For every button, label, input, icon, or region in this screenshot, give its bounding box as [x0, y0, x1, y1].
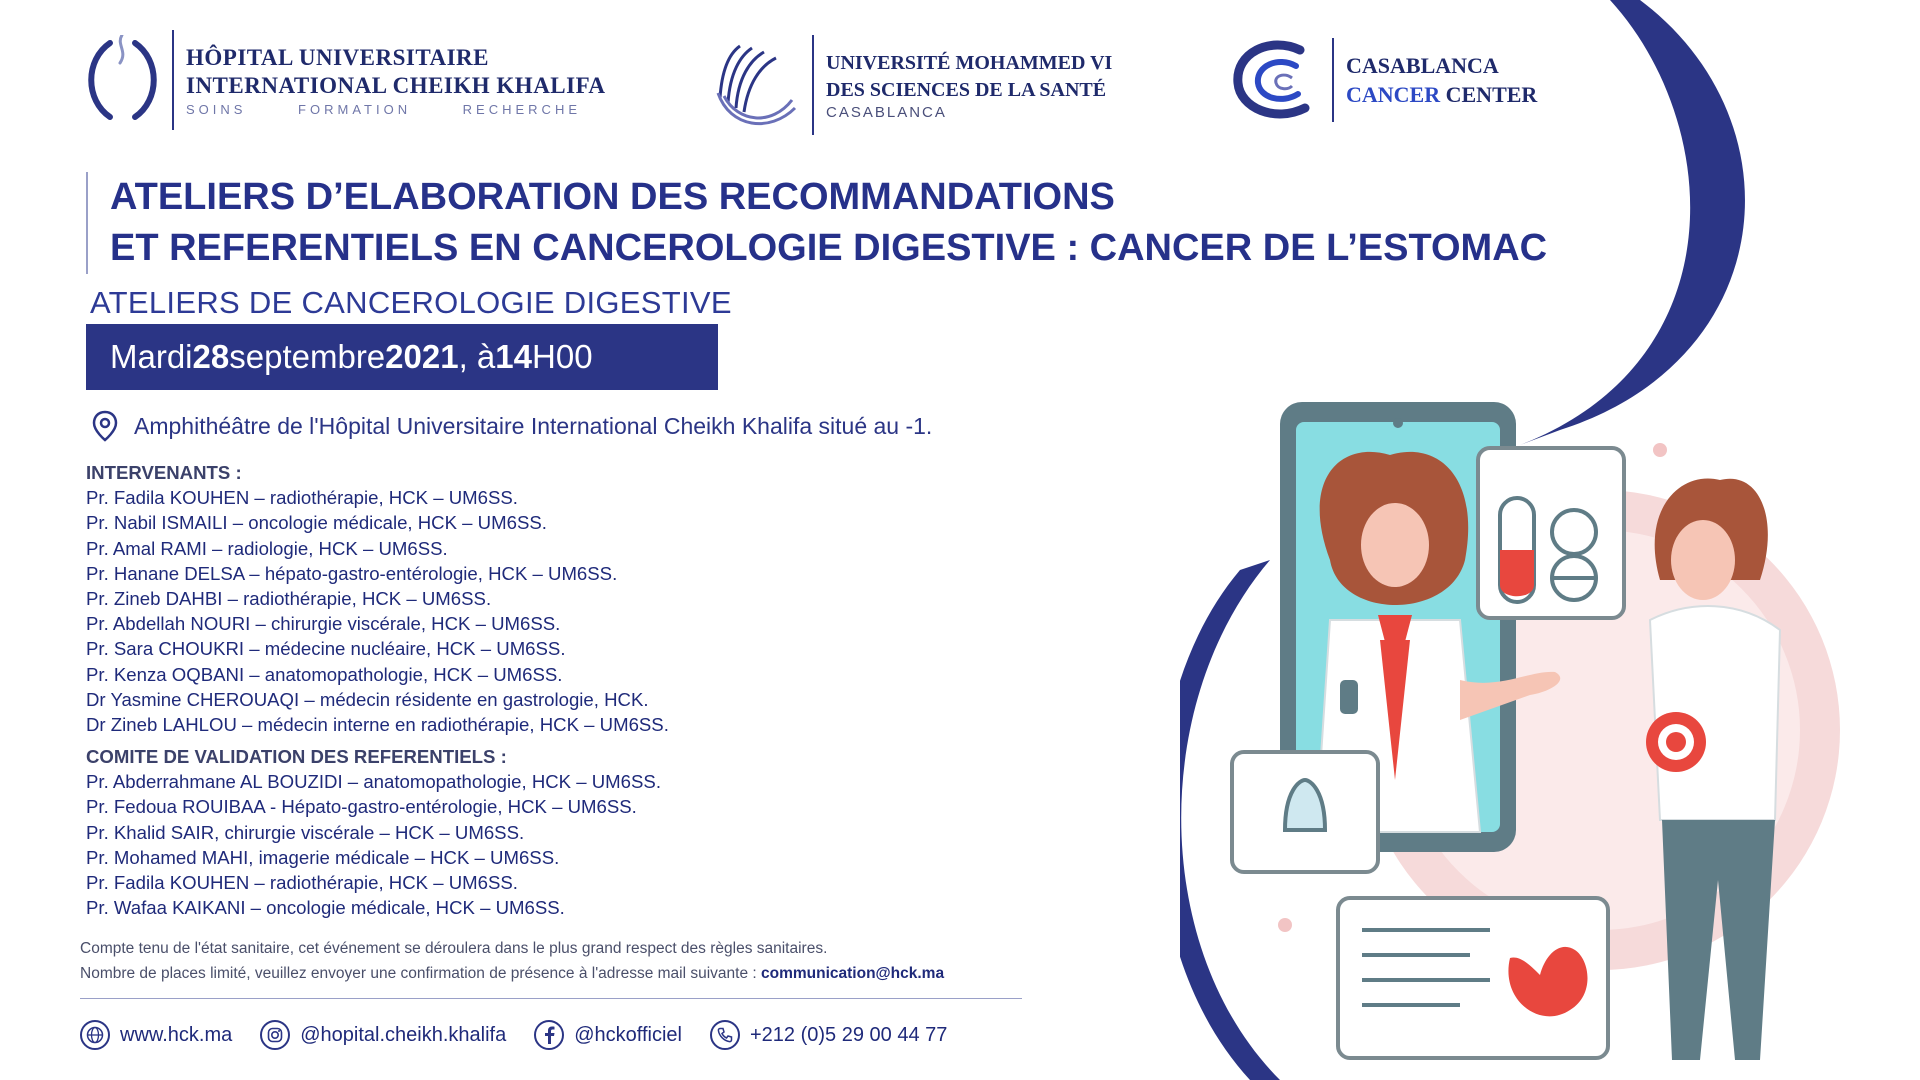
title-accent-bar: [86, 172, 88, 274]
list-item: Pr. Sara CHOUKRI – médecine nucléaire, HCK – UM6SS.: [86, 638, 566, 660]
hck-tag-formation: FORMATION: [298, 101, 412, 117]
date-day-name: Mardi: [110, 338, 193, 375]
page-title-line2: ET REFERENTIELS EN CANCEROLOGIE DIGESTIVE : CANCER DE L’ESTOMAC: [110, 227, 1548, 269]
list-item: Pr. Abderrahmane AL BOUZIDI – anatomopathologie, HCK – UM6SS.: [86, 771, 661, 793]
footer-facebook-text: @hckofficiel: [574, 1023, 682, 1046]
date-sep: , à: [458, 338, 496, 375]
date-hour-rest: H00: [532, 338, 593, 375]
location-pin-icon: [92, 410, 118, 442]
list-item: Pr. Abdellah NOURI – chirurgie viscérale, HCK – UM6SS.: [86, 613, 561, 635]
list-item: Dr Zineb LAHLOU – médecin interne en radiothérapie, HCK – UM6SS.: [86, 714, 669, 736]
list-item: Pr. Wafaa KAIKANI – oncologie médicale, HCK – UM6SS.: [86, 897, 565, 919]
list-item: Dr Yasmine CHEROUAQI – médecin résidente en gastrologie, HCK.: [86, 688, 649, 710]
hck-logo: [80, 30, 606, 130]
um6ss-emblem-icon: [710, 38, 800, 133]
list-item: Pr. Nabil ISMAILI – oncologie médicale, HCK – UM6SS.: [86, 512, 547, 534]
um6ss-name-line1: UNIVERSITÉ MOHAMMED VI: [826, 51, 1113, 74]
event-date-banner: [86, 324, 718, 390]
page-title-line1: ATELIERS D’ELABORATION DES RECOMMANDATIONS: [110, 176, 1115, 218]
footer-instagram-text: @hopital.cheikh.khalifa: [300, 1023, 507, 1046]
list-item: Pr. Fedoua ROUIBAA - Hépato-gastro-entérologie, HCK – UM6SS.: [86, 796, 637, 818]
footer-website-text: www.hck.ma: [120, 1023, 233, 1046]
footer-facebook[interactable]: [534, 1020, 682, 1050]
note-sanitary: Compte tenu de l'état sanitaire, cet événement se déroulera dans le plus grand respect des règles sanitaires.: [80, 940, 828, 957]
venue: [92, 410, 932, 442]
footer-website[interactable]: [80, 1020, 232, 1050]
list-item: Pr. Kenza OQBANI – anatomopathologie, HCK – UM6SS.: [86, 663, 563, 685]
notes: [80, 936, 944, 986]
list-item: Pr. Fadila KOUHEN – radiothérapie, HCK – UM6SS.: [86, 487, 518, 509]
list-item: Pr. Fadila KOUHEN – radiothérapie, HCK – UM6SS.: [86, 872, 518, 894]
hck-tag-soins: SOINS: [186, 101, 247, 117]
page-subtitle: ATELIERS DE CANCEROLOGIE DIGESTIVE: [90, 285, 732, 320]
hck-tagline: [186, 102, 581, 117]
list-item: Pr. Khalid SAIR, chirurgie viscérale – HCK – UM6SS.: [86, 821, 525, 843]
um6ss-logo: [710, 35, 1112, 135]
venue-text: Amphithéâtre de l'Hôpital Universitaire International Cheikh Khalifa situé au -1.: [134, 412, 933, 439]
hck-tag-recherche: RECHERCHE: [462, 101, 581, 117]
ccc-name-center: CENTER: [1440, 82, 1538, 107]
globe-icon: [80, 1020, 110, 1050]
page-title: [110, 172, 1670, 274]
note-confirmation-text: Nombre de places limité, veuillez envoyer une confirmation de présence à l'adresse mail suivante :: [80, 965, 761, 982]
footer-phone-text: +212 (0)5 29 00 44 77: [750, 1023, 948, 1046]
date-month: septembre: [229, 338, 386, 375]
footer-phone[interactable]: [710, 1020, 947, 1050]
ccc-name-line1: CASABLANCA: [1346, 53, 1499, 78]
speakers-heading: INTERVENANTS :: [86, 462, 242, 483]
ccc-name-cancer: CANCER: [1346, 82, 1441, 107]
date-year: 2021: [385, 338, 459, 375]
hck-name-line1: HÔPITAL UNIVERSITAIRE: [186, 44, 489, 70]
list-item: Pr. Zineb DAHBI – radiothérapie, HCK – UM6SS.: [86, 588, 492, 610]
instagram-icon: [260, 1020, 290, 1050]
um6ss-name-line2: DES SCIENCES DE LA SANTÉ: [826, 78, 1107, 101]
um6ss-city: CASABLANCA: [826, 103, 947, 121]
facebook-icon: [534, 1020, 564, 1050]
list-item: Pr. Amal RAMI – radiologie, HCK – UM6SS.: [86, 537, 448, 559]
doctor-illustration: [1180, 0, 1920, 1080]
date-day: 28: [192, 338, 230, 375]
hck-name-line2: INTERNATIONAL CHEIKH KHALIFA: [186, 72, 606, 98]
footer-contacts: [80, 1020, 975, 1050]
speakers-list: [86, 460, 669, 737]
hck-emblem-icon: [80, 35, 160, 125]
list-item: Pr. Mohamed MAHI, imagerie médicale – HCK – UM6SS.: [86, 846, 560, 868]
committee-list: [86, 744, 661, 920]
contact-email-link[interactable]: communication@hck.ma: [761, 965, 945, 982]
footer-instagram[interactable]: [260, 1020, 506, 1050]
date-hour: 14: [495, 338, 533, 375]
footer-divider: [80, 998, 1022, 999]
note-confirmation: [80, 961, 944, 986]
committee-heading: COMITE DE VALIDATION DES REFERENTIELS :: [86, 746, 507, 767]
phone-icon: [710, 1020, 740, 1050]
list-item: Pr. Hanane DELSA – hépato-gastro-entérologie, HCK – UM6SS.: [86, 562, 618, 584]
